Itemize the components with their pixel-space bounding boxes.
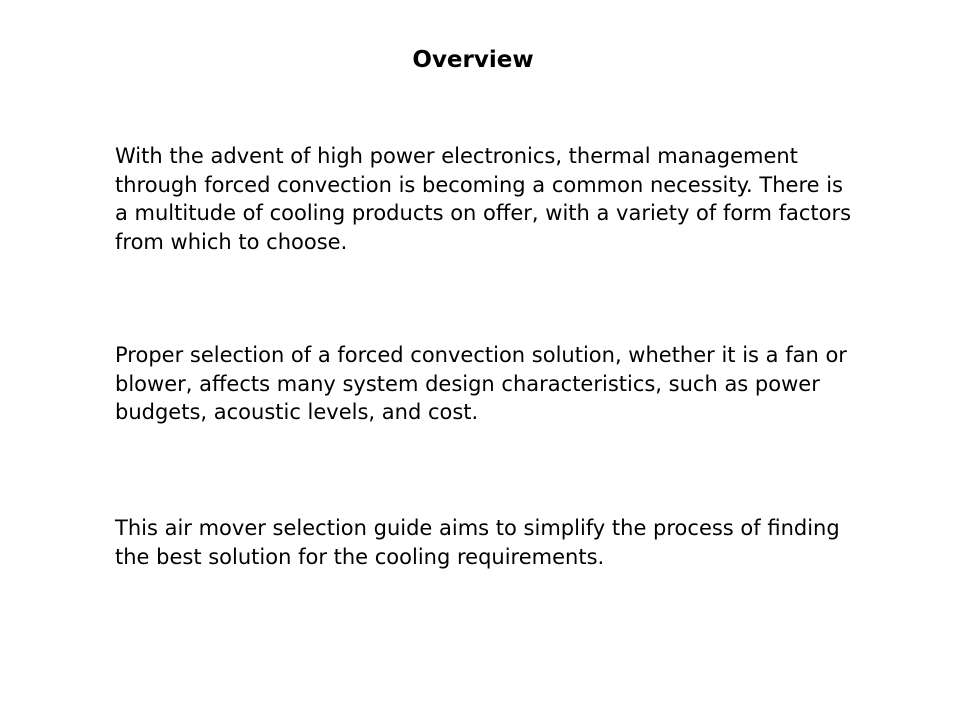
- selection-paragraph: Proper selection of a forced convection solution, whether it is a fan or blower, affects many system design characteristics, such as power budgets, acoustic levels, and cost.: [115, 343, 847, 425]
- slide-title: Overview: [412, 47, 534, 73]
- intro-paragraph: With the advent of high power electronics, thermal management through forced convection is becoming a common necessity. There is a multitude of cooling products on offer, with a variety of form factors from which to choose.: [115, 144, 852, 254]
- guide-paragraph: This air mover selection guide aims to simplify the process of finding the best solution for the cooling requirements.: [115, 516, 840, 569]
